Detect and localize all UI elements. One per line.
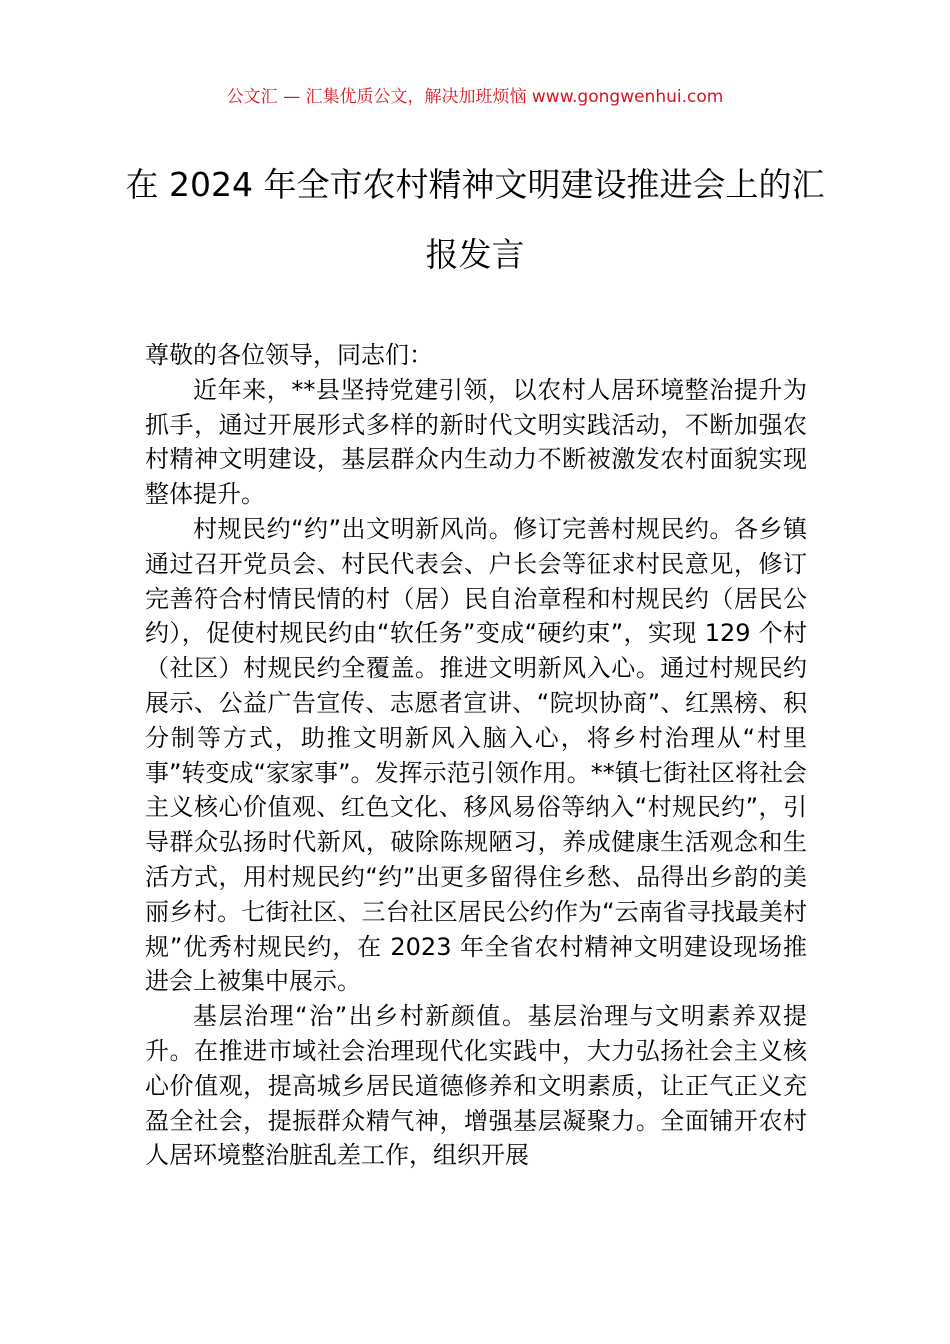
paragraph-grassroots-governance: 基层治理“治”出乡村新颜值。基层治理与文明素养双提升。在推进市域社会治理现代化实践中，大力弘扬社会主义核心价值观，提高城乡居民道德修养和文明素质，让正气正义充盈全社会，提振群众精气神，增强基层凝聚力。全面铺开农村人居环境整治脏乱差工作，组织开展 <box>145 1002 807 1170</box>
site-banner: 公文汇 — 汇集优质公文，解决加班烦恼 www.gongwenhui.com <box>226 87 724 107</box>
paragraph-village-rules: 村规民约“约”出文明新风尚。修订完善村规民约。各乡镇通过召开党员会、村民代表会、户长会等征求村民意见，修订完善符合村情民情的村（居）民自治章程和村规民约（居民公约），促使村规民约由“软任务”变成“硬约束”，实现 129 个村（社区）村规民约全覆盖。推进文明新风入心。通过村规民约展示、公益广告宣传、志愿者宣讲、“院坝协商”、红黑榜、积分制等方式，助推文明新风入脑入心，将乡村治理从“村里事”转变成“家家事”。发挥示范引领作用。**镇七街社区将社会主义核心价值观、红色文化、移风易俗等纳入“村规民约”，引导群众弘扬时代新风，破除陈规陋习，养成健康生活观念和生活方式，用村规民约“约”出更多留得住乡愁、品得出乡韵的美丽乡村。七街社区、三台社区居民公约作为“云南省寻找最美村规”优秀村规民约，在 2023 年全省农村精神文明建设现场推进会上被集中展示。 <box>145 514 807 996</box>
paragraph-intro: 近年来，**县坚持党建引领，以农村人居环境整治提升为抓手，通过开展形式多样的新时代文明实践活动，不断加强农村精神文明建设，基层群众内生动力不断被激发农村面貌实现整体提升。 <box>145 375 807 509</box>
salutation: 尊敬的各位领导，同志们： <box>145 341 433 369</box>
document-title: 在 2024 年全市农村精神文明建设推进会上的汇报发言 <box>125 165 825 274</box>
document-body <box>145 338 807 1173</box>
